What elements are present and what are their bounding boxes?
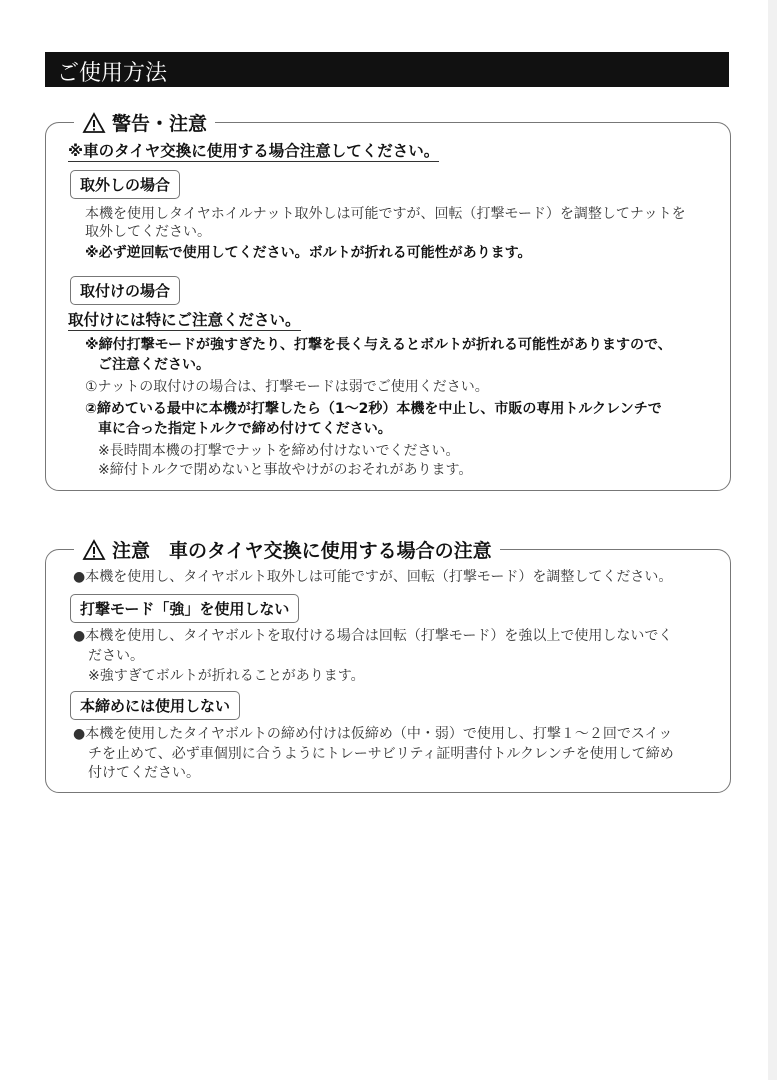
warning-triangle-icon (82, 539, 106, 561)
section-header (45, 52, 729, 87)
removal-line: 本機を使用しタイヤホイルナット取外しは可能ですが、回転（打撃モード）を調整してナットを (85, 206, 686, 222)
page-edge (768, 0, 777, 1080)
removal-label: 取外しの場合 (70, 170, 180, 199)
install-line: ※締付打撃モードが強すぎたり、打撃を長く与えるとボルトが折れる可能性がありますので、 (85, 337, 672, 353)
caution-box-title: 注意 車のタイヤ交換に使用する場合の注意 (74, 536, 500, 563)
final-tighten-line: チを止めて、必ず車個別に合うようにトレーサビリティ証明書付トルクレンチを使用して締め (88, 746, 674, 762)
install-line: 車に合った指定トルクで締め付けてください。 (98, 421, 392, 437)
section-title: ご使用方法 (57, 61, 168, 86)
warning-triangle-icon (82, 112, 106, 134)
install-heading: 取付けには特にご注意ください。 (68, 311, 301, 329)
final-tighten-line: ●本機を使用したタイヤボルトの締め付けは仮締め（中・弱）で使用し、打撃１〜２回でスイッ (73, 726, 673, 742)
install-line: ②締めている最中に本機が打撃したら（1〜2秒）本機を中止し、市販の専用トルクレンチで (85, 401, 662, 417)
strong-mode-line: ●本機を使用し、タイヤボルトを取付ける場合は回転（打撃モード）を強以上で使用しないでく (73, 628, 673, 644)
final-tighten-line: 付けてください。 (88, 765, 200, 781)
install-line: ※長時間本機の打撃でナットを締め付けないでください。 (98, 443, 460, 459)
install-line: ご注意ください。 (98, 357, 210, 373)
caution-intro: ●本機を使用し、タイヤボルト取外しは可能ですが、回転（打撃モード）を調整してください。 (73, 569, 673, 585)
strong-mode-line: ださい。 (88, 648, 144, 664)
install-line: ※締付トルクで閉めないと事故やけがのおそれがあります。 (98, 462, 473, 478)
strong-mode-label: 打撃モード「強」を使用しない (70, 594, 299, 623)
warning-subtitle: ※車のタイヤ交換に使用する場合注意してください。 (68, 142, 440, 160)
strong-mode-line: ※強すぎてボルトが折れることがあります。 (88, 668, 365, 684)
final-tighten-label: 本締めには使用しない (70, 691, 240, 720)
removal-line: 取外してください。 (85, 224, 211, 240)
install-label: 取付けの場合 (70, 276, 180, 305)
removal-note: ※必ず逆回転で使用してください。ボルトが折れる可能性があります。 (85, 245, 532, 261)
warning-box-title: 警告・注意 (74, 109, 215, 136)
install-line: ①ナットの取付けの場合は、打撃モードは弱でご使用ください。 (85, 379, 489, 395)
